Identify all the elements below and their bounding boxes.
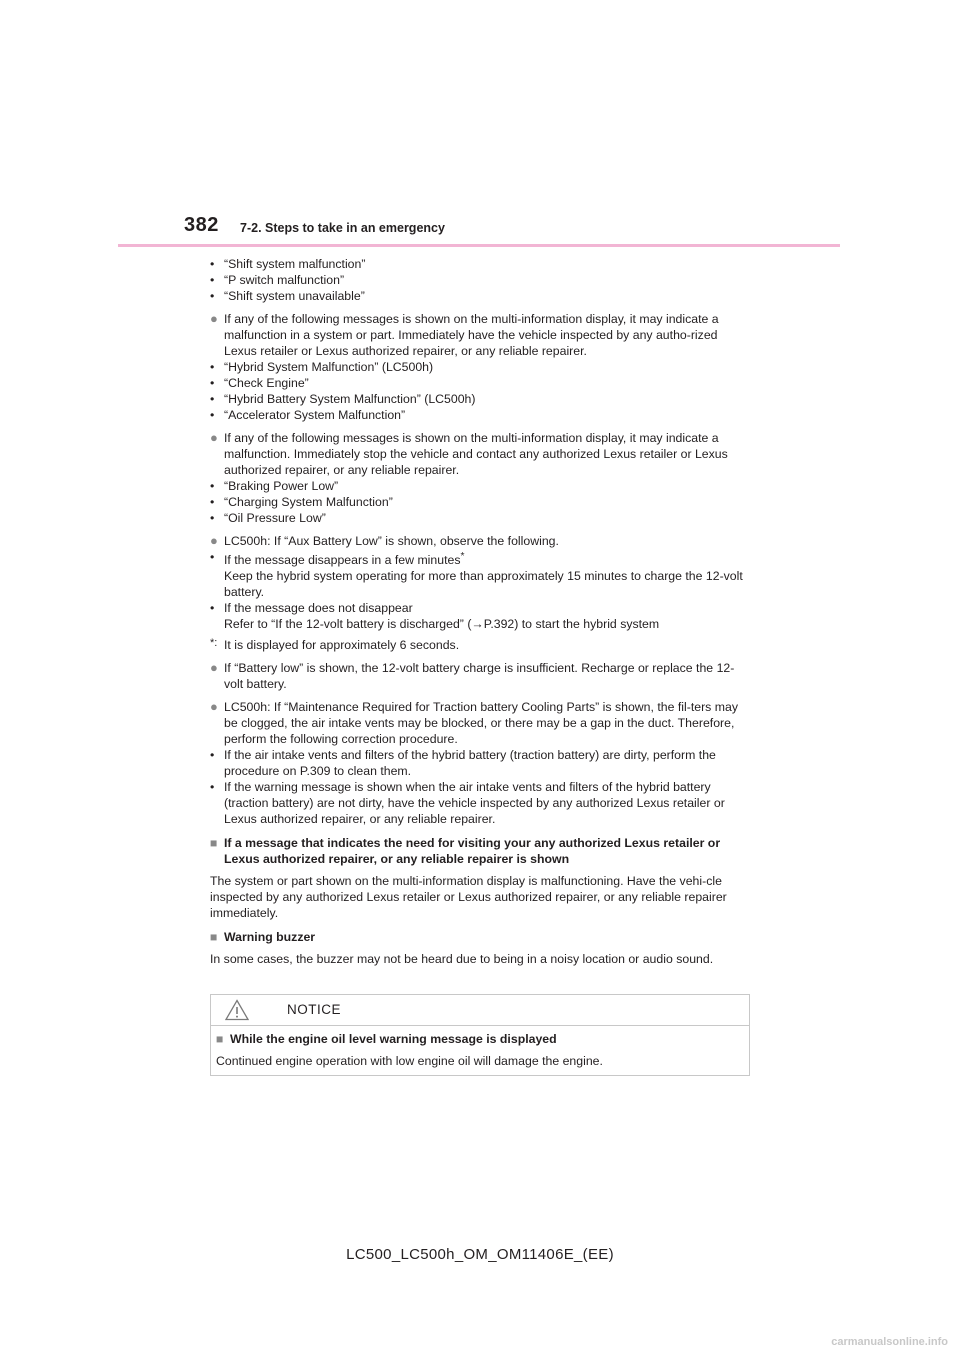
block-text: LC500h: If “Aux Battery Low” is shown, observe the following. [224,534,559,548]
procedure-list [210,747,750,827]
header-rule [118,244,840,247]
top-message-list [210,256,750,304]
block-text: If “Battery low” is shown, the 12-volt battery charge is insufficient. Recharge or replace the 12-volt battery. [224,661,735,692]
block-cooling-parts [210,699,750,827]
block-battery-low [210,660,750,692]
bullet-circle-icon: ● [210,660,218,676]
section-title: 7-2. Steps to take in an emergency [240,221,445,235]
notice-title: NOTICE [287,1002,342,1017]
paragraph: The system or part shown on the multi-information display is malfunctioning. Have the vehi-cle inspected by any authorized Lexus retailer or Lexus authorized repairer, or any reliable repairer immediately. [210,874,727,921]
bullet-circle-icon: ● [210,533,218,548]
block-system-malfunction [210,311,750,423]
list-item: • “Oil Pressure Low” [210,510,750,526]
bullet-circle-icon: ● [210,311,218,326]
list-item: • If the warning message is shown when the air intake vents and filters of the hybrid battery (traction battery) are not dirty, have the vehicle inspected by any authorized Lexus retailer or Lexus authorized repairer, or any reliable repairer. [210,779,750,827]
heading-text: If a message that indicates the need for visiting your any authorized Lexus retailer or Lexus authorized repairer, or any reliable repairer is shown [224,836,721,867]
list-item: • If the air intake vents and filters of the hybrid battery (traction battery) are dirty, perform the procedure on P.309 to clean them. [210,747,750,779]
square-bullet-icon: ■ [210,930,218,945]
page-header [184,214,844,248]
notice-heading [216,1031,744,1047]
main-content [210,256,750,967]
square-bullet-icon: ■ [210,836,218,851]
footnote-text: It is displayed for approximately 6 seconds. [224,638,460,653]
heading-text: While the engine oil level warning message is displayed [230,1032,557,1046]
list-item: • “Charging System Malfunction” [210,494,750,510]
heading-text: Warning buzzer [224,930,316,945]
notice-box [210,994,750,1076]
bullet-circle-icon: ● [210,699,218,715]
condition-label: If the message disappears in a few minutes [224,553,461,568]
list-item [210,549,750,600]
bullet-circle-icon: ● [210,430,218,445]
list-item: • “Shift system malfunction” [210,256,750,272]
condition-label: If the message does not disappear [224,601,413,616]
condition-list [210,549,750,632]
list-item: • “P switch malfunction” [210,272,750,288]
list-item [210,600,750,632]
page-number: 382 [184,214,219,236]
list-item: • “Accelerator System Malfunction” [210,407,750,423]
block-aux-battery [210,533,750,653]
list-item: • “Braking Power Low” [210,478,750,494]
condition-note: Refer to “If the 12-volt battery is discharged” (→P.392) to start the hybrid system [224,617,660,632]
section-heading [210,929,750,945]
block-text: If any of the following messages is shown on the multi-information display, it may indicate a malfunction in a system or part. Immediately have the vehicle inspected by any autho-rized Lexus retailer or Lexus authorized repairer, or any reliable repairer. [224,312,719,358]
watermark: carmanualsonline.info [831,1336,948,1348]
footnote [210,637,750,653]
block-text: If any of the following messages is shown on the multi-information display, it may indicate a malfunction. Immediately stop the vehicle and contact any authorized Lexus retailer or Lexus authorized repairer, or any reliable repairer. [224,431,728,477]
message-list [210,478,750,526]
square-bullet-icon: ■ [216,1032,224,1046]
notice-text: Continued engine operation with low engine oil will damage the engine. [216,1054,603,1068]
message-list [210,359,750,423]
condition-note: Keep the hybrid system operating for more than approximately 15 minutes to charge the 12-volt battery. [224,569,743,600]
notice-header [211,995,749,1026]
list-item: • “Check Engine” [210,375,750,391]
list-item: • “Hybrid System Malfunction” (LC500h) [210,359,750,375]
caution-triangle-icon [225,999,249,1021]
section-heading [210,835,750,867]
paragraph: In some cases, the buzzer may not be heard due to being in a noisy location or audio sound. [210,952,714,967]
footnote-mark: *: [210,637,218,650]
block-text: LC500h: If “Maintenance Required for Traction battery Cooling Parts” is shown, the fil-ters may be clogged, the air intake vents may be blocked, or there may be a gap in the duct. Therefore, perform the following correction procedure. [224,700,738,747]
document-code: LC500_LC500h_OM_OM11406E_(EE) [346,1246,614,1263]
block-stop-vehicle [210,430,750,526]
list-item: • “Shift system unavailable” [210,288,750,304]
list-item: • “Hybrid Battery System Malfunction” (LC500h) [210,391,750,407]
asterisk-mark: * [460,551,465,562]
notice-body [211,1026,749,1069]
